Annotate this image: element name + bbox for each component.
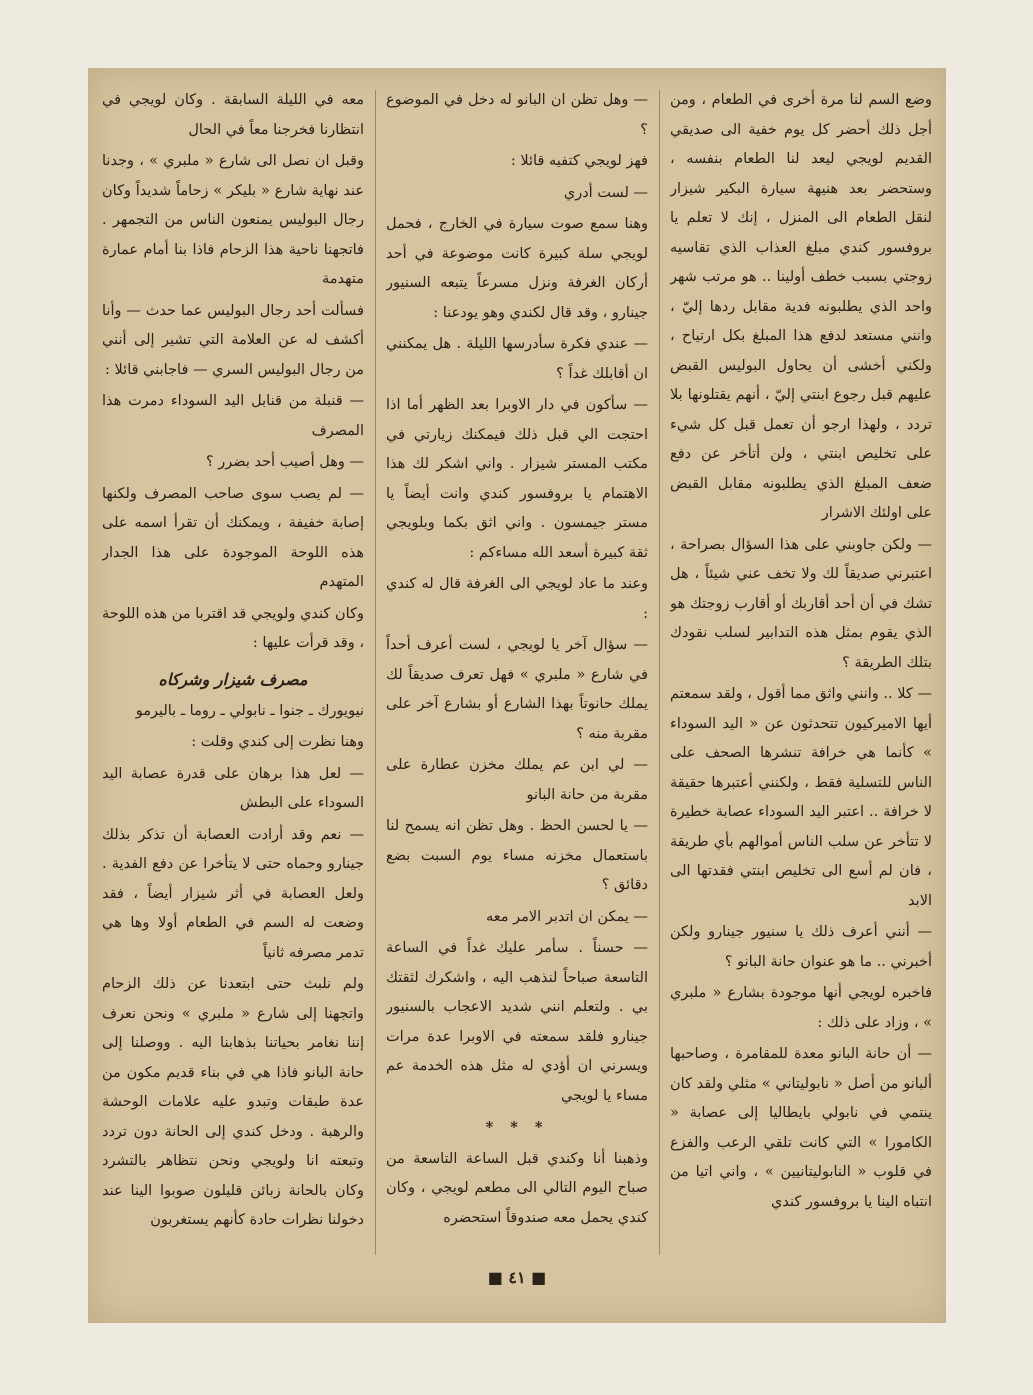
paragraph: وكان كندي ولويجي قد اقتربا من هذه اللوحة ، وقد قرأت عليها :	[102, 605, 364, 651]
paragraph: فهز لويجي كتفيه قائلا :	[510, 153, 648, 169]
section-separator: * * *	[485, 1119, 549, 1136]
paragraph: — عندي فكرة سأدرسها الليلة . هل يمكنني ان أقابلك غداً ؟	[386, 336, 648, 382]
paragraph: وعند ما عاد لويجي الى الغرفة قال له كندي :	[386, 576, 648, 622]
paragraph: نيويورك ـ جنوا ـ نابولي ـ روما ـ باليرمو	[135, 702, 364, 719]
paragraph: — لعل هذا برهان على قدرة عصابة اليد السوداء على البطش	[102, 765, 364, 811]
page-number: ■ ٤١ ■	[487, 1268, 547, 1287]
paragraph: — سأكون في دار الاوبرا بعد الظهر أما اذا احتجت الي قبل ذلك فيمكنك زيارتي في مكتب المستر شيزار . واني اشكر لك هذا الاهتمام يا بروفسور كندي وانت أيضاً يا مستر جيمسون . واني اثق بكما وبلويجي ثقة كبيرة أسعد الله مساءكم :	[386, 397, 648, 561]
paragraph: معه في الليلة السابقة . وكان لويجي في انتظارنا فخرجنا معاً في الحال	[102, 92, 364, 138]
paragraph: وضع السم لنا مرة أخرى في الطعام ، ومن أجل ذلك أحضر كل يوم خفية الى صديقي القديم لويجي ليعد لنا الطعام بنفسه ، وستحضر بعد هنيهة سيارة البكير شيزار لنقل الطعام الى المنزل ، إنك لا تعلم يا بروفسور كندي مبلغ العذاب الذي تقاسيه زوجتي بسبب خطف أولينا .. هو مرتب شهر واحد الذي يطلبونه فدية مقابل ردها إليّ ، وانني مستعد لدفع هذا المبلغ بكل ارتياح ، ولكني أخشى أن يحاول البوليس القبض عليهم قبل رجوع ابنتي إليّ ، أنهم يقتلونها بلا تردد ، ولهذا ارجو أن تعمل قبل كل شيء على تخليص ابنتي ، ولن أتأخر عن دفع ضعف المبلغ الذي يطلبونه مقابل القبض على اولئك الاشرار	[670, 92, 932, 521]
paragraph: وذهبنا أنا وكندي قبل الساعة التاسعة من صباح اليوم التالي الى مطعم لويجي ، وكان كندي يحمل معه صندوقاً استحضره	[386, 1150, 648, 1226]
column-middle	[386, 86, 648, 1256]
paragraph: — يا لحسن الحظ . وهل تظن انه يسمح لنا باستعمال مخزنه مساء يوم السبت بضع دقائق ؟	[386, 818, 648, 893]
bank-sign-heading: مصرف شيزار وشركاه	[158, 669, 308, 689]
paragraph: فاخبره لويجي أنها موجودة بشارع « ملبري » ، وزاد على ذلك :	[670, 985, 932, 1031]
paragraph: — لست أدري	[563, 184, 648, 201]
paragraph: — وهل أصيب أحد بضرر ؟	[205, 454, 364, 470]
paragraph: — أن حانة البانو معدة للمقامرة ، وصاحبها ألبانو من أصل « نابوليتاني » مثلي ولقد كان ينتمي في نابولي بايطاليا إلى عصابة « الكامورا » التي كانت تلقي الرعب والفزع في قلوب « النابوليتانيين » ، واني اتيا من انتباه الينا يا بروفسور كندي	[670, 1046, 932, 1210]
paragraph: وقبل ان نصل الى شارع « ملبري » ، وجدنا عند نهاية شارع « بليكر » زحاماً شديداً وكان رجال البوليس يمنعون الناس من التجمهر . فاتجهنا ناحية هذا الزحام فاذا بنا أمام عمارة متهدمة	[102, 153, 364, 287]
paragraph: فسألت أحد رجال البوليس عما حدث — وأنا أكشف له عن العلامة التي تشير إلى أنني من رجال البوليس السري — فاجابني قائلا :	[102, 302, 364, 378]
paragraph: — وهل تظن ان البانو له دخل في الموضوع ؟	[386, 92, 648, 138]
paragraph: — حسناً . سأمر عليك غداً في الساعة التاسعة صباحاً لنذهب اليه ، واشكرك لثقتك بي . ولتعلم انني شديد الاعجاب بالسنيور جينارو فلقد سمعته في الاوبرا عدة مرات ويسرني ان أؤدي له مثل هذه الخدمة عم مساء يا لويجي	[386, 940, 648, 1104]
column-right	[670, 86, 932, 1256]
paragraph: — نعم وقد أرادت العصابة أن تذكر بذلك جينارو وحماه حتى لا يتأخرا عن دفع الفدية . ولعل العصابة في أثر شيزار أيضاً ، فقد وضعت له السم في الطعام أولا وها هي تدمر مصرفه ثانياً	[102, 826, 364, 961]
magazine-page	[88, 68, 946, 1323]
paragraph: — ولكن جاوبني على هذا السؤال بصراحة ، اعتبرني صديقاً لك ولا تخف عني شيئاً ، هل تشك في أن أحد أقاربك أو أقارب زوجتك هو الذي يقوم بمثل هذه التدابير لسلب نقودك بتلك الطريقة ؟	[670, 536, 932, 671]
paragraph: — قنبلة من قنابل اليد السوداء دمرت هذا المصرف	[102, 393, 364, 439]
column-divider	[375, 90, 376, 1255]
paragraph: — سؤال آخر يا لويجي ، لست أعرف أحداً في شارع « ملبري » فهل تعرف صديقاً لك يملك حانوتاً بهذا الشارع أو بشارع آخر على مقربة منه ؟	[386, 637, 648, 742]
column-divider	[659, 90, 660, 1255]
paragraph: — يمكن ان اتدبر الامر معه	[486, 908, 648, 925]
paragraph: — أنني أعرف ذلك يا سنيور جينارو ولكن أخبرني .. ما هو عنوان حانة البانو ؟	[670, 924, 932, 970]
paragraph: ولم نلبث حتى ابتعدنا عن ذلك الزحام واتجهنا إلى شارع « ملبري » ونحن نعرف إننا نغامر بحياتنا بذهابنا اليه . ووصلنا إلى حانة البانو فاذا هي في بناء قديم مكون من عدة طبقات وتبدو عليه علامات الوحشة والرهبة . ودخل كندي إلى الحانة دون تردد وتبعته انا ولويجي ونحن نتظاهر بالتشرد وكان بالحانة زبائن قليلون صوبوا الينا عند دخولنا نظرات حادة كأنهم يستغربون	[102, 976, 364, 1228]
paragraph: — لم يصب سوى صاحب المصرف ولكنها إصابة خفيفة ، ويمكنك أن تقرأ اسمه على هذه اللوحة الموجودة على هذا الجدار المتهدم	[102, 485, 364, 590]
column-left	[102, 86, 364, 1256]
paragraph: وهنا سمع صوت سيارة في الخارج ، فحمل لويجي سلة كبيرة كانت موضوعة في أحد أركان الغرفة ونزل مسرعاً يتبعه السنيور جينارو ، وقد قال لكندي وهو يودعنا :	[386, 216, 648, 321]
paragraph: — كلا .. وانني واثق مما أقول ، ولقد سمعتم أيها الاميركيون تتحدثون عن « اليد السوداء » كأنما هي خرافة تنشرها الصحف على الناس للتسلية فقط ، ولكنني أعتبرها حقيقة لا خرافة .. اعتبر اليد السوداء عصابة خطيرة لا تتأخر عن سلب الناس أموالهم بأي طريقة ، فان لم أسع الى تخليص ابنتي فقدتها الى الابد	[670, 686, 932, 909]
paragraph: وهنا نظرت إلى كندي وقلت :	[191, 734, 364, 750]
paragraph: — لي ابن عم يملك مخزن عطارة على مقربة من حانة البانو	[386, 757, 648, 803]
